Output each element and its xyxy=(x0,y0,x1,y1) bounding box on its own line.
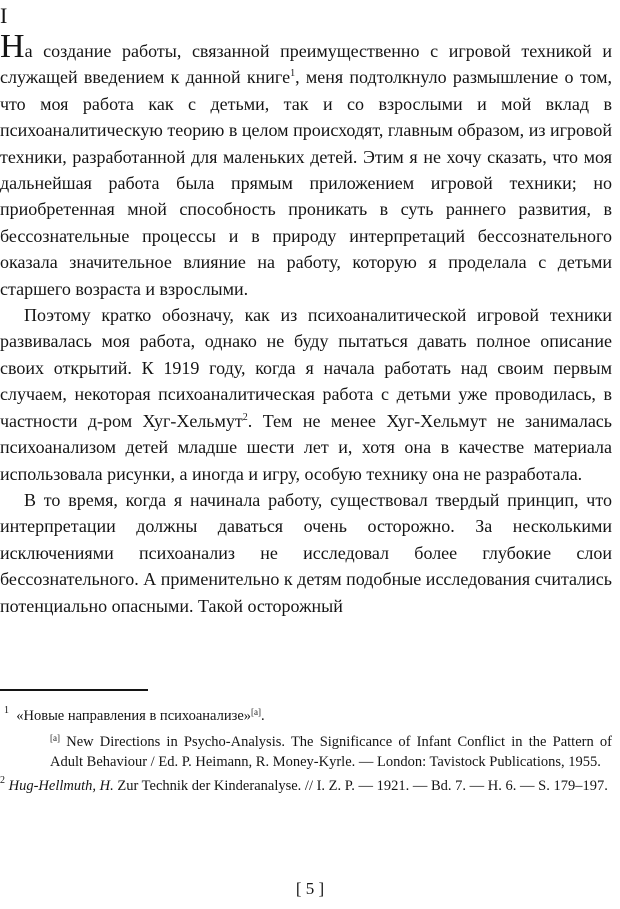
footnote-2-marker: 2 xyxy=(0,775,5,786)
paragraph-2 xyxy=(0,302,612,487)
footnote-1-text: «Новые направления в психоанализе» xyxy=(16,708,252,724)
paragraph-1-text-a: а создание работы, связанной преимущественно с игровой техникой и служащей введением к данной книге xyxy=(0,41,612,88)
main-text xyxy=(0,28,612,619)
drop-cap: Н xyxy=(0,28,25,65)
footnote-divider xyxy=(0,689,148,691)
footnote-2-author: Hug-Hellmuth, H. xyxy=(8,778,114,794)
footnotes xyxy=(0,706,612,796)
footnote-1-source-text: New Directions in Psycho-Analysis. The Significance of Infant Conflict in the Pattern of Adult Behaviour / Ed. P. Heimann, R. Money-Kyrle. — London: Tavistock Publications, 1955. xyxy=(50,734,612,770)
footnote-1-ref-mark: [a] xyxy=(251,707,262,717)
paragraph-1-text-b: , меня подтолкнуло размышление о том, что моя работа как с детьми, так и со взрослыми и мой вклад в психоаналитическую теорию в целом происходят, главным образом, из игровой техники, разработанной для маленьких детей. Этим я не хочу сказать, что моя дальнейшая работа была прямым приложением игровой техники; но приобретенная мной способность проникать в суть раннего развития, в бессознательные процессы и в природу интерпретаций бессознательного оказала значительное влияние на работу, которую я проделала с детьми старшего возраста и взрослыми. xyxy=(0,67,612,299)
footnote-2 xyxy=(0,776,612,796)
footnote-1-source xyxy=(0,732,612,772)
footnote-1: $^1$ «Новые направления в психоанализе»[a]. xyxy=(4,705,265,724)
footnote-ref-2[interactable]: 2 xyxy=(242,411,248,423)
paragraph-2-text-a: Поэтому кратко обозначу, как из психоаналитической игровой техники развивалась моя работа, однако не буду пытаться давать полное описание своих открытий. К 1919 году, когда я начала работать над своим первым случаем, некоторая психоаналитическая работа с детьми уже проводилась, в частности д-ром Хуг-Хельмут xyxy=(0,305,612,431)
page-number: [ 5 ] xyxy=(295,879,325,898)
footnote-ref-1[interactable]: 1 xyxy=(290,68,296,80)
paragraph-1 xyxy=(0,28,612,302)
paragraph-2-text-b: . Тем не менее Хуг-Хельмут не занималась психоанализом детей младше шести лет и, хотя она в качестве материала использовала рисунки, а иногда и игру, особую технику она не разработала. xyxy=(0,410,612,484)
footnote-1-marker: 1 xyxy=(4,705,9,716)
section-number: I xyxy=(0,3,8,28)
paragraph-3: В то время, когда я начинала работу, существовал твердый принцип, что интерпретации должны даваться очень осторожно. За несколькими исключениями психоанализ не исследовал более глубокие слои бессознательного. А применительно к детям подобные исследования считались потенциально опасными. Такой осторожный xyxy=(0,489,612,616)
footnote-1-source-marker: [a] xyxy=(50,733,60,743)
footnote-2-text: Zur Technik der Kinderanalyse. // I. Z. P. — 1921. — Bd. 7. — H. 6. — S. 179–197. xyxy=(117,778,608,794)
